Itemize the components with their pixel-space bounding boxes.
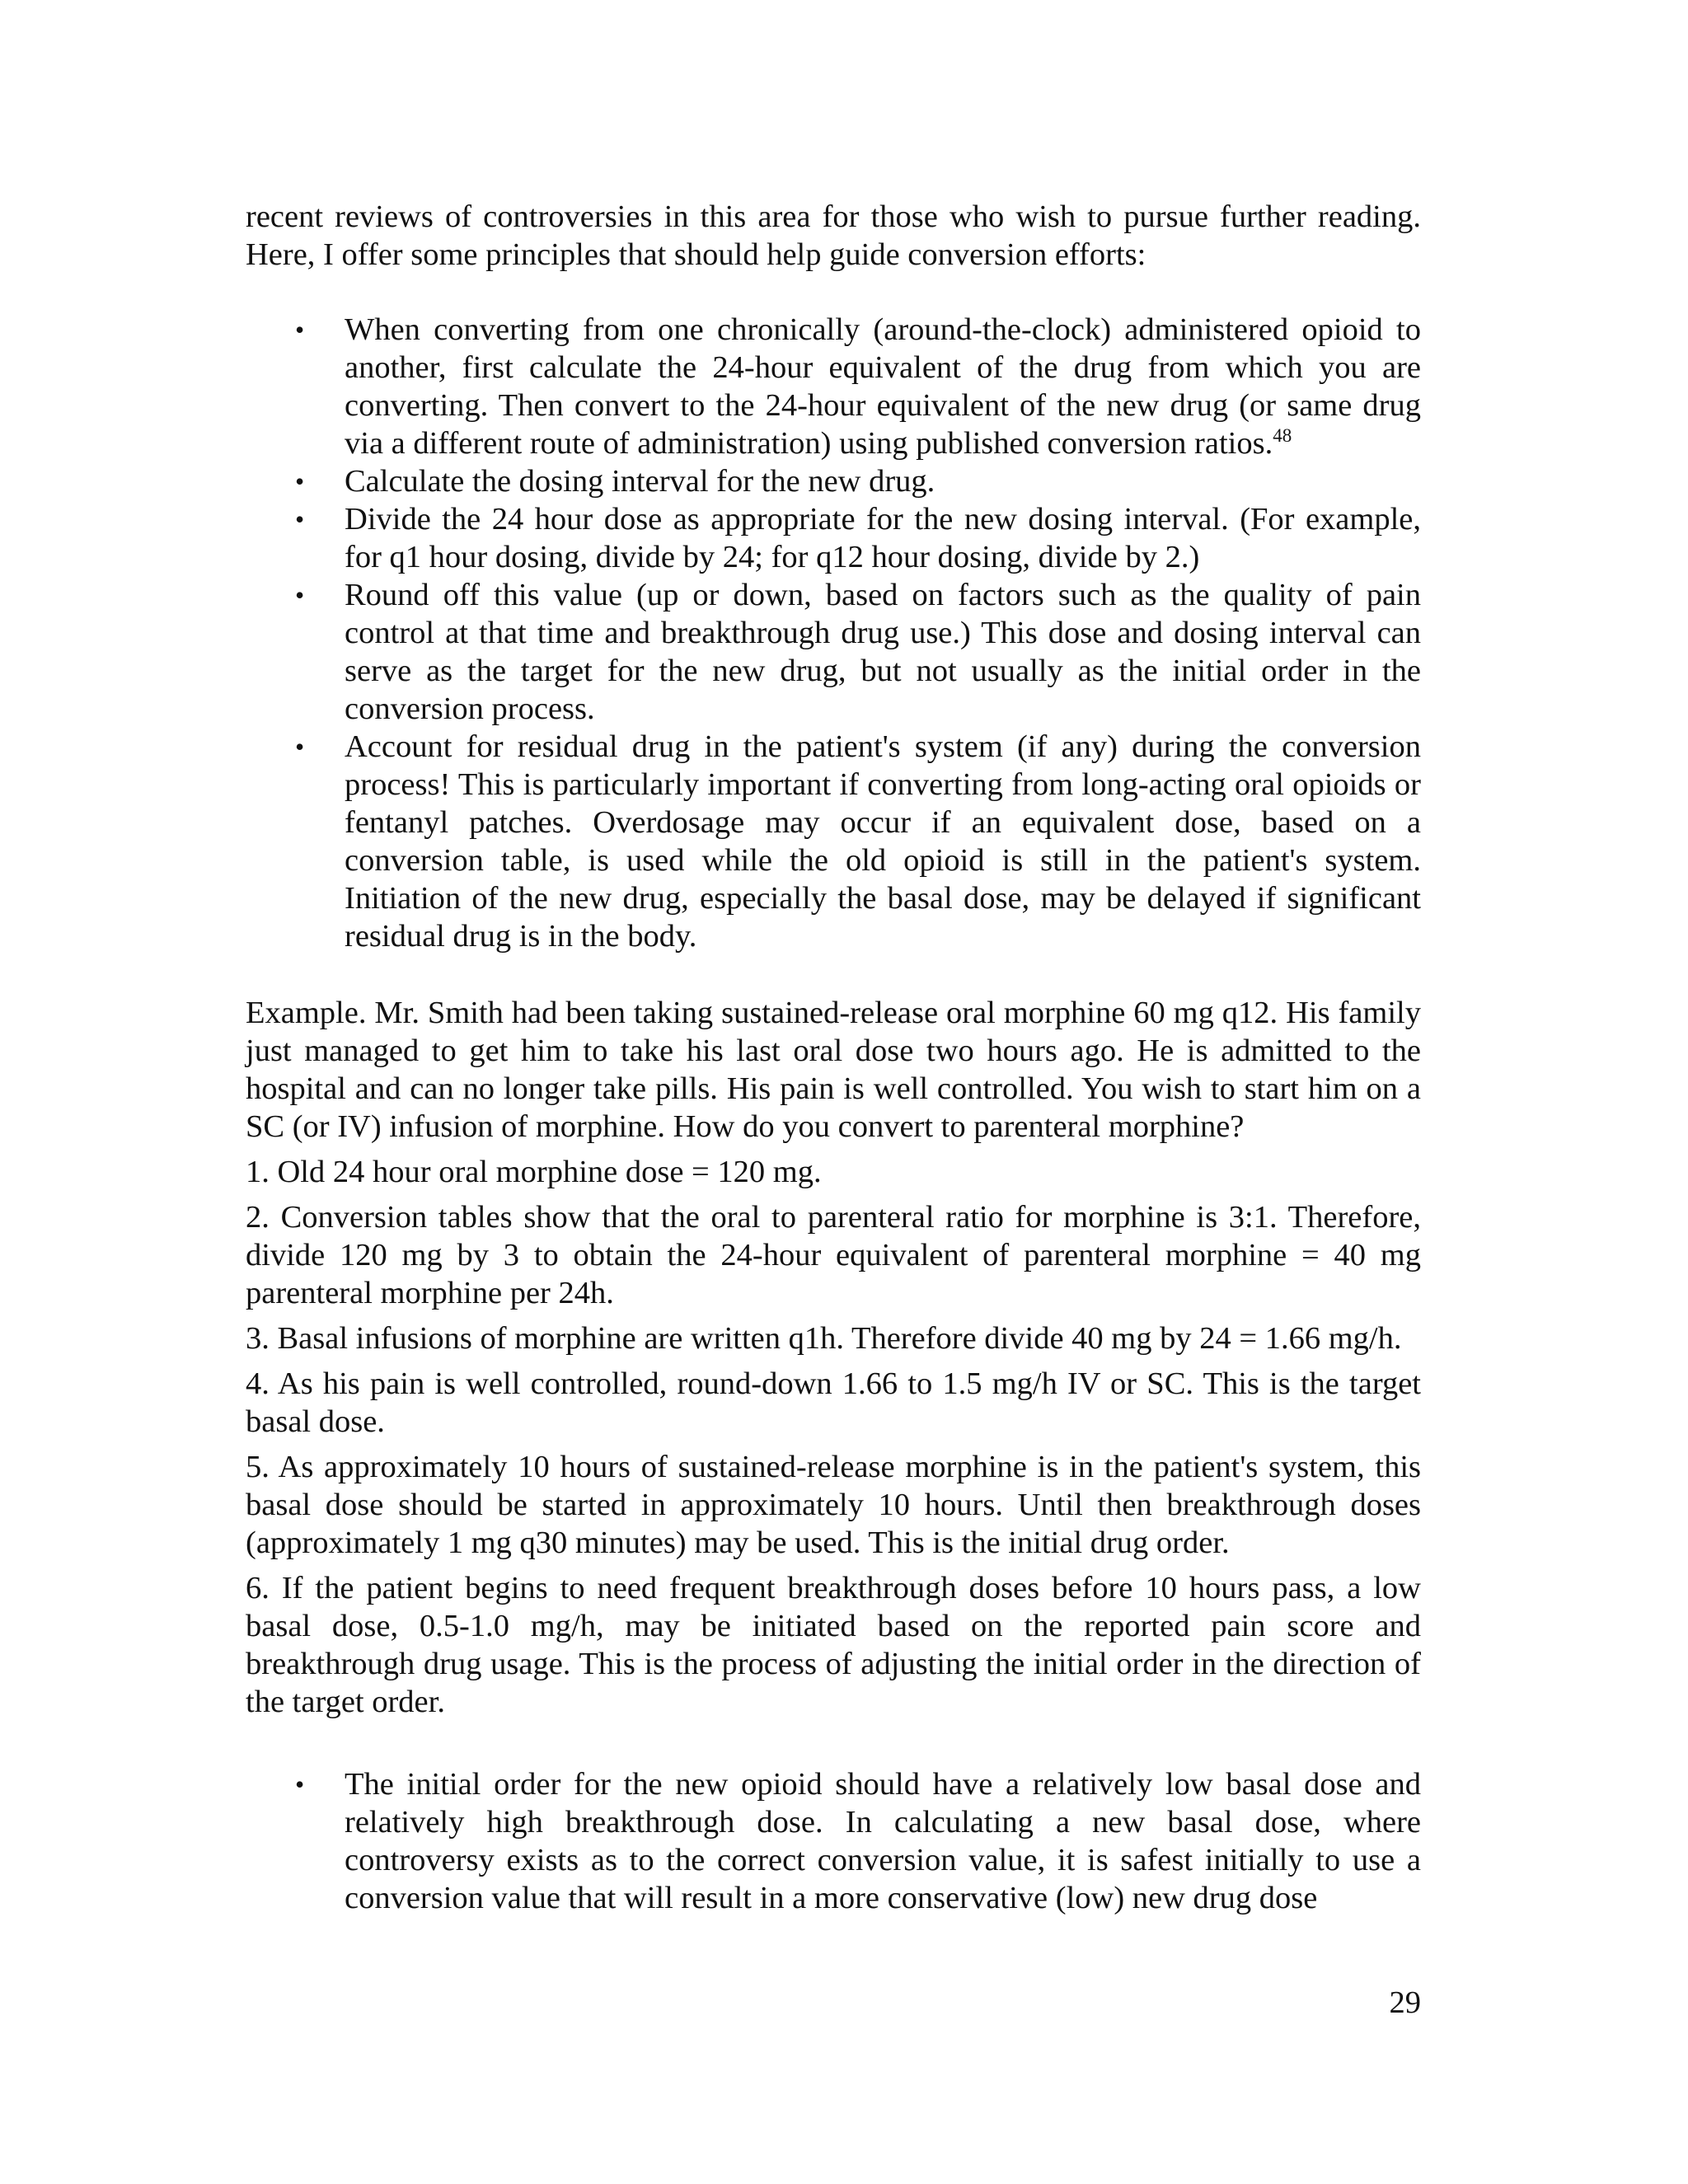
document-page [246, 198, 1421, 1917]
example-step: 6. If the patient begins to need frequent breakthrough doses before 10 hours pass, a low basal dose, 0.5-1.0 mg/h, may be initiated based on the reported pain score and breakthrough drug usage. This is the process of adjusting the initial order in the direction of the target order. [246, 1571, 1421, 1719]
example-step: 3. Basal infusions of morphine are written q1h. Therefore divide 40 mg by 24 = 1.66 mg/h. [246, 1321, 1402, 1356]
principle-item [246, 1765, 1421, 1917]
footnote-reference: 48 [1273, 425, 1292, 447]
example-step: 2. Conversion tables show that the oral to parenteral ratio for morphine is 3:1. Therefore, divide 120 mg by 3 to obtain the 24-hour equivalent of parenteral morphine = 40 mg parenteral morphine per 24h. [246, 1200, 1421, 1310]
principle-text: Calculate the dosing interval for the new drug. [345, 464, 935, 499]
principle-text: Round off this value (up or down, based on factors such as the quality of pain control at that time and breakthrough drug use.) This dose and dosing interval can serve as the target for the new drug, but not usually as the initial order in the conversion process. [345, 578, 1421, 726]
conversion-principles-list [246, 311, 1421, 955]
principle-item [246, 500, 1421, 576]
closing-principles-list [246, 1765, 1421, 1917]
principle-text: Divide the 24 hour dose as appropriate for the new dosing interval. (For example, for q1 hour dosing, divide by 24; for q12 hour dosing, divide by 2.) [345, 502, 1421, 574]
principle-text: Account for residual drug in the patient's system (if any) during the conversion process! This is particularly important if converting from long-acting oral opioids or fentanyl patches. Overdosage may occur if an equivalent dose, based on a conversion table, is used while the old opioid is still in the patient's system. Initiation of the new drug, especially the basal dose, may be delayed if significant residual drug is in the body. [345, 729, 1421, 954]
principle-text: When converting from one chronically (around-the-clock) administered opioid to another, first calculate the 24-hour equivalent of the drug from which you are converting. Then convert to the 24-hour equivalent of the new drug (or same drug via a different route of administration) using published conversion ratios. [345, 312, 1421, 461]
example-step: 5. As approximately 10 hours of sustained-release morphine is in the patient's system, this basal dose should be started in approximately 10 hours. Until then breakthrough doses (approximately 1 mg q30 minutes) may be used. This is the initial drug order. [246, 1450, 1421, 1560]
principle-item [246, 462, 1421, 500]
example-step: 4. As his pain is well controlled, round-down 1.66 to 1.5 mg/h IV or SC. This is the target basal dose. [246, 1366, 1421, 1439]
principle-item [246, 576, 1421, 728]
principle-item [246, 728, 1421, 955]
principle-text: The initial order for the new opioid should have a relatively low basal dose and relatively high breakthrough dose. In calculating a new basal dose, where controversy exists as to the correct conversion value, it is safest initially to use a conversion value that will result in a more conservative (low) new drug dose [345, 1767, 1421, 1915]
example-step: 1. Old 24 hour oral morphine dose = 120 mg. [246, 1155, 822, 1189]
principle-item [246, 311, 1421, 462]
page-number: 29 [1389, 1985, 1421, 2020]
example-paragraph: Example. Mr. Smith had been taking sustained-release oral morphine 60 mg q12. His family just managed to get him to take his last oral dose two hours ago. He is admitted to the hospital and can no longer take pills. His pain is well controlled. You wish to start him on a SC (or IV) infusion of morphine. How do you convert to parenteral morphine? [246, 996, 1421, 1144]
intro-paragraph: recent reviews of controversies in this area for those who wish to pursue further reading. Here, I offer some principles that should help guide conversion efforts: [246, 199, 1421, 272]
